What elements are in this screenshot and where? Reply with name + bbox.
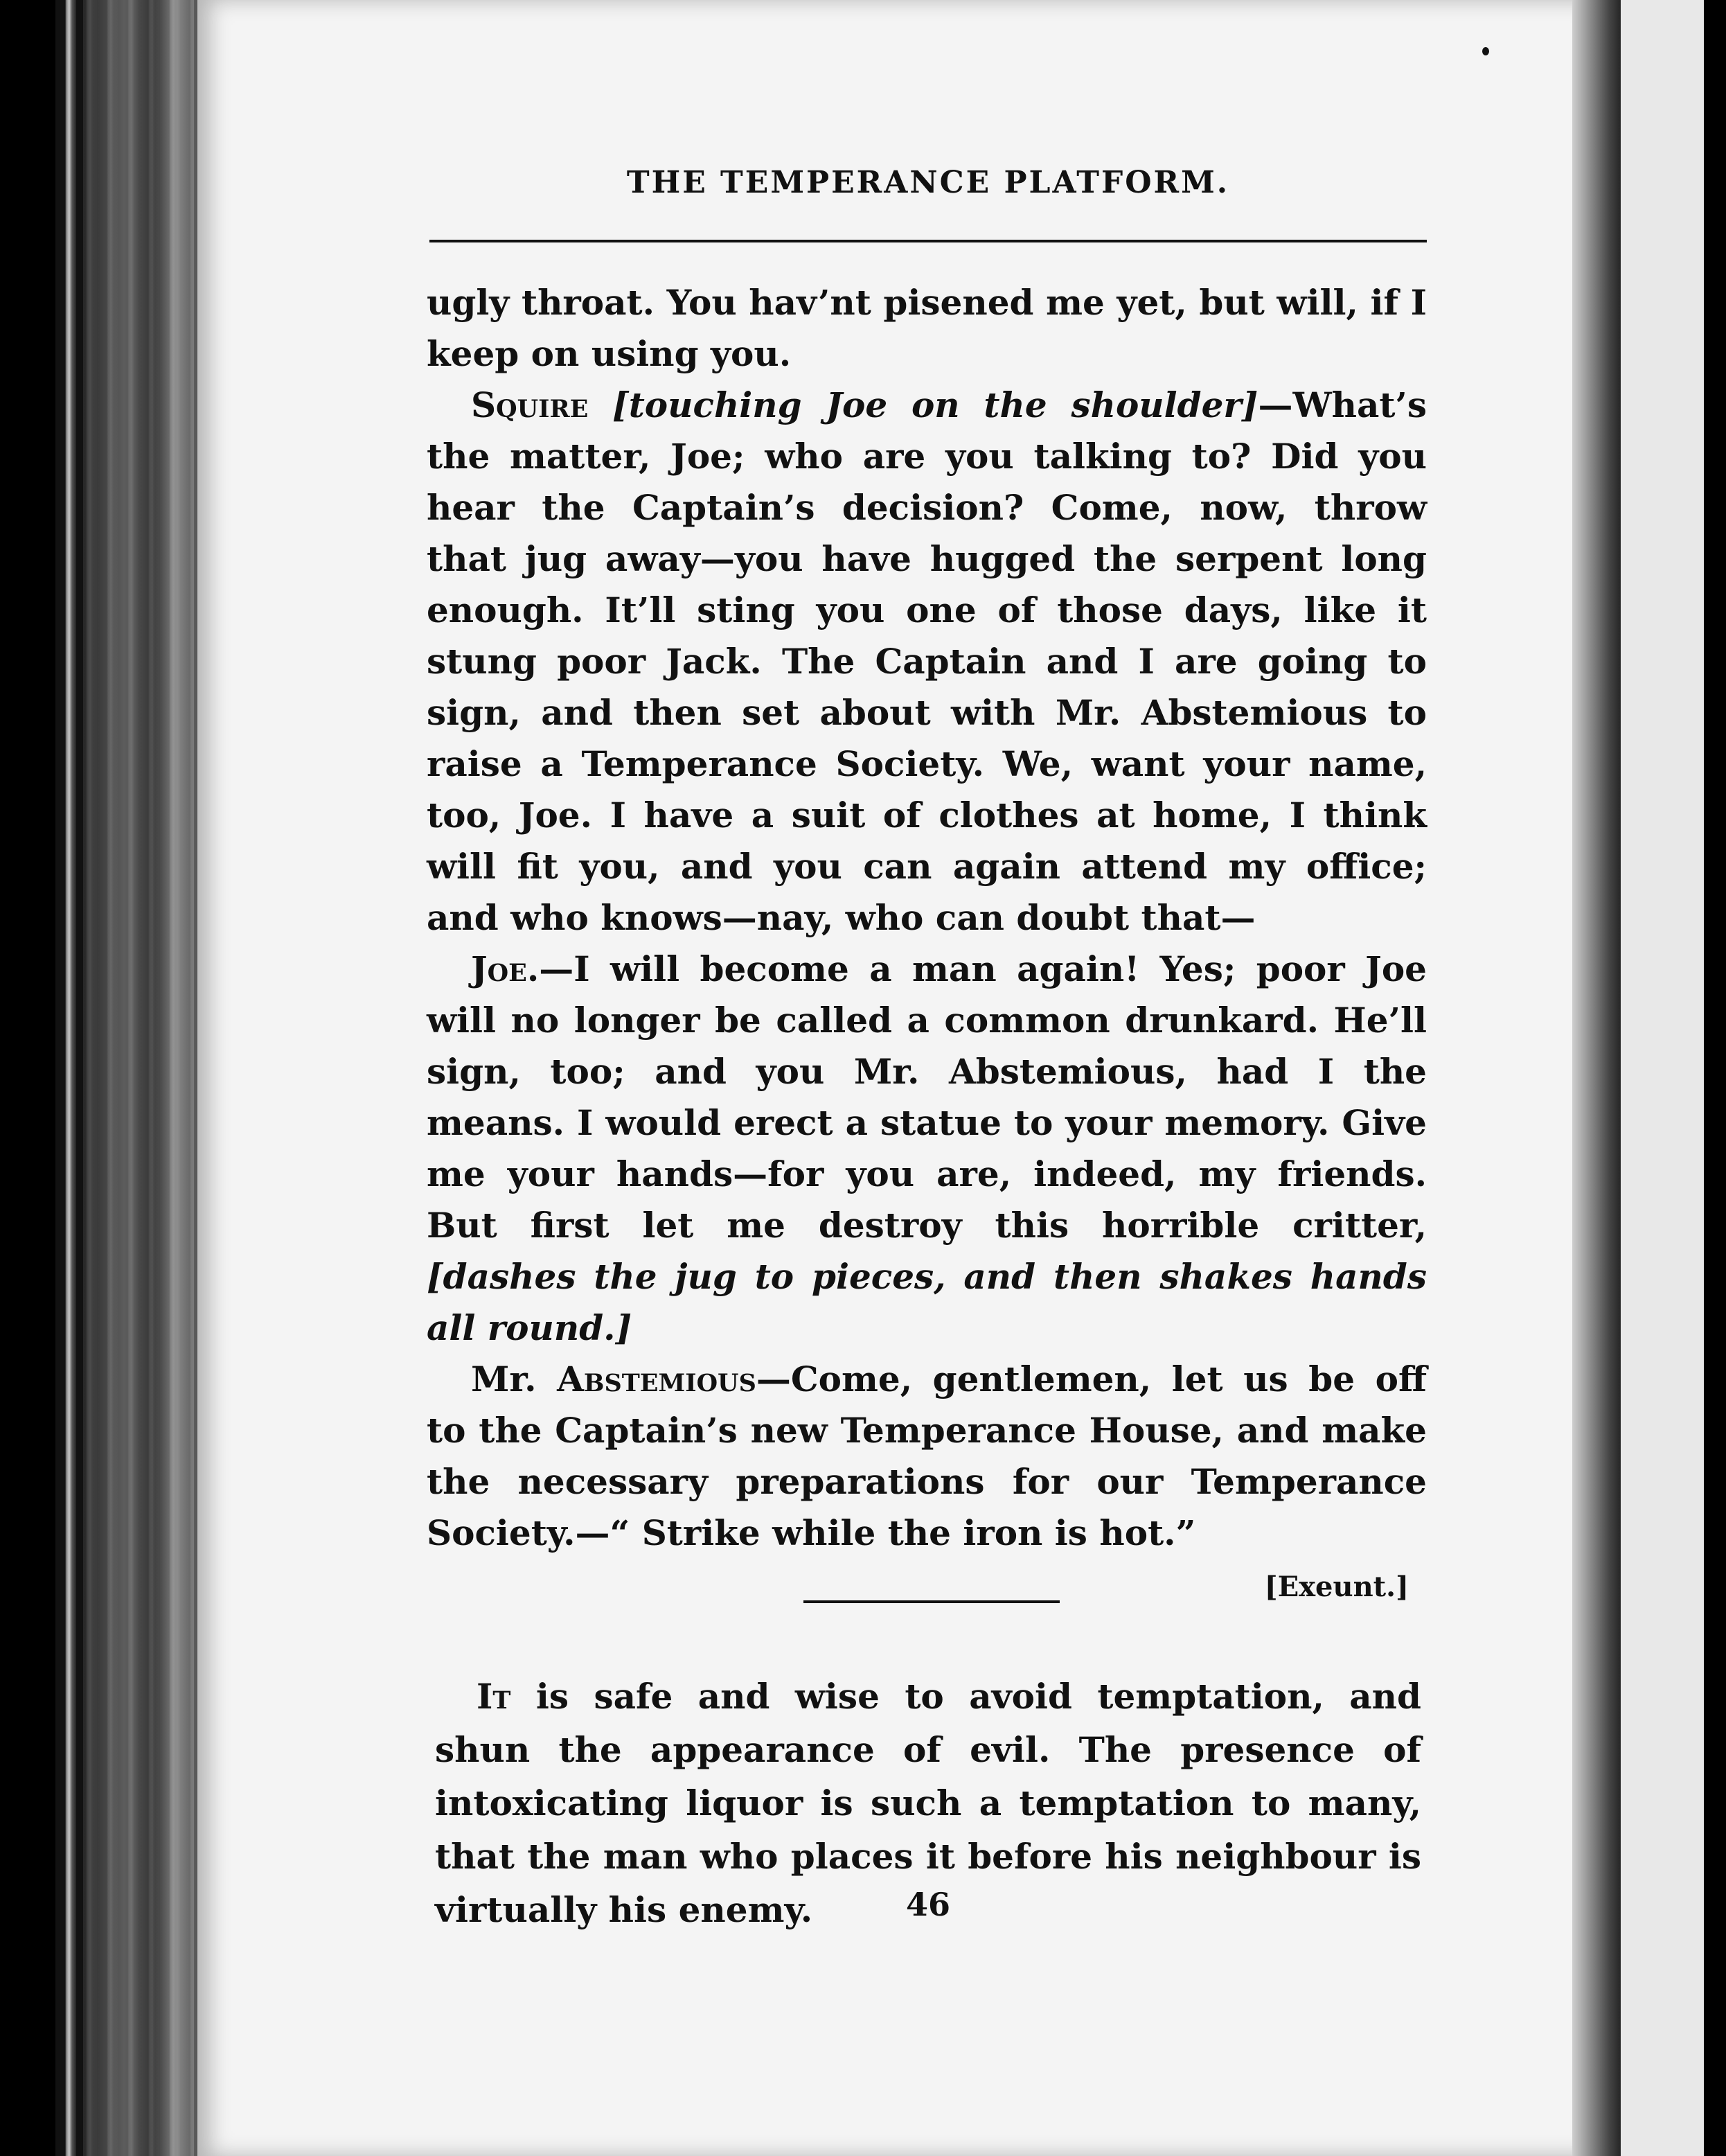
running-header: THE TEMPERANCE PLATFORM. — [626, 165, 1230, 200]
paragraph-joe — [427, 944, 1427, 1354]
paragraph-abstemious — [427, 1354, 1427, 1559]
ink-speck — [1482, 47, 1489, 55]
stage-direction: [touching Joe on the shoulder] — [612, 385, 1258, 425]
page-number: 46 — [905, 1886, 950, 1923]
speaker-abstemious: Abstemious — [557, 1359, 756, 1399]
speech-text: —Come, gentlemen, let us be off to the Captain’s new Temperance House, and make the necessary preparations for our Temperance Society.—“ Strike while the iron is hot.” — [427, 1359, 1427, 1553]
paragraph-squire — [427, 380, 1427, 944]
header-rule — [429, 240, 1427, 242]
section-divider — [803, 1600, 1060, 1603]
speaker-joe: Joe. — [471, 948, 540, 989]
stage-direction: [dashes the jug to pieces, and then shakes hands all round.] — [427, 1256, 1427, 1348]
page-edge-strip — [83, 0, 201, 2156]
dialogue-passage — [427, 277, 1427, 1613]
speaker-title: Mr. — [471, 1359, 537, 1399]
scan-border — [1704, 0, 1726, 2156]
exit-direction: [Exeunt.] — [1264, 1571, 1409, 1603]
paragraph-continuation: ugly throat. You hav’nt pisened me yet, but will, if I keep on using you. — [427, 282, 1427, 374]
speech-text: —I will become a man again! Yes; poor Joe will no longer be called a common drunkard. He’ll sign, too; and you Mr. Abstemious, had I the means. I would erect a statue to your memory. Give me your hands—for you are, indeed, my friends. But first let me destroy this horrible critter, — [427, 948, 1427, 1246]
moral-body: is safe and wise to avoid temptation, and shun the appearance of evil. The presence of intoxicating liquor is such a temptation to many, that the man who places it before his neighbour is virtually his enemy. — [435, 1676, 1421, 1930]
moral-lead-word: It — [477, 1676, 511, 1717]
speech-text: —What’s the matter, Joe; who are you talking to? Did you hear the Captain’s decision? Come, now, throw that jug away—you have hugged the serpent long enough. It’ll sting you one of those days, like it stung poor Jack. The Captain and I are going to sign, and then set about with Mr. Abstemious to raise a Temperance Society. We, want your name, too, Joe. I have a suit of clothes at home, I think will fit you, and you can again attend my office; and who knows—nay, who can doubt that— — [427, 385, 1427, 938]
speaker-squire: Squire — [471, 385, 589, 425]
